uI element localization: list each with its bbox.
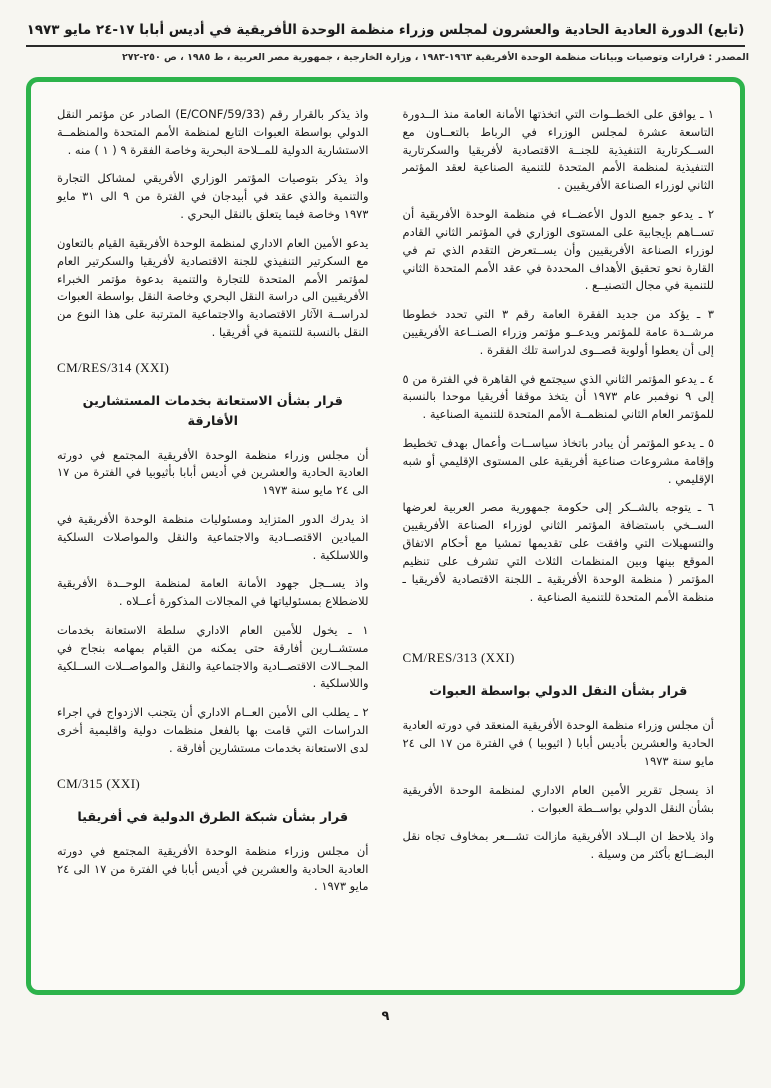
res313-preamble-1: أن مجلس وزراء منظمة الوحدة الأفريقية المنعقد في دورته العادية الحادية والعشرين بأديس أبابا ( اثيوبيا ) في الفترة من ١٧ الى ٢٤ مايو سنة ١٩٧٣ bbox=[402, 718, 714, 768]
resolution-code-313: CM/RES/313 (XXI) bbox=[402, 650, 515, 666]
operative-paragraph-5: ٥ ـ يدعو المؤتمر أن يبادر باتخاذ سياســات وأعمال بهدف تخطيط وإقامة مشروعات صناعية أفريقية على المستوى الإقليمي أو شبه الإقليمي . bbox=[402, 436, 714, 486]
two-column-layout bbox=[57, 106, 714, 907]
resolution-code-314: CM/RES/314 (XXI) bbox=[57, 359, 170, 375]
res313-preamble-2: اذ يسجل تقرير الأمين العام الاداري لمنظمة الوحدة الأفريقية بشأن النقل الدولي بواســطة العبوات . bbox=[402, 782, 714, 815]
source-line: المصدر : قرارات وتوصيات وبيانات منظمة الوحدة الأفريقية ١٩٦٣-١٩٨٣ ، وزارة الخارجية ، جمهورية مصر العربية ، ط ١٩٨٥ ، ص ٢٥٠-٢٧٢ bbox=[121, 52, 749, 63]
res314-operative-2: ٢ ـ يطلب الى الأمين العــام الاداري أن يتجنب الازدواج في اجراء الدراسات التي قامت بها بالفعل منظمات دولية واقليمية أخرى لدى الاستعانة بخدمات مستشارين أفارقة . bbox=[57, 705, 369, 755]
res313-operative: يدعو الأمين العام الاداري لمنظمة الوحدة الأفريقية القيام بالتعاون مع السكرتير التنفيذي للجنة الاقتصادية لأفريقيا والسكرتير العام لمؤتمر الأمم المتحدة للتجارة والتنمية بدعوة مؤتمر الخبراء الأفريقيين الى دراسة النقل البحري وخاصة النقل بواسطة العبوات لدراســة الآثار الاقتصادية والاجتماعية المترتبة على هذا النوع من النقل بالنسبة للتنمية في أفريقيا . bbox=[57, 235, 369, 339]
operative-paragraph-1: ١ ـ يوافق على الخطــوات التي اتخذتها الأمانة العامة منذ الــدورة التاسعة عشرة لمجلس الوزراء في الرباط بالتعــاون مع الســكرتارية التنفيذية للجنــة الاقتصادية لأفريقيا والسكرتارية التنفيذية لمنظمة الأمم المتحدة للتنمية الصناعية لعقد المؤتمر الثاني لوزراء الصناعة الأفريقيين . bbox=[402, 107, 714, 193]
res315-preamble-1: أن مجلس وزراء منظمة الوحدة الأفريقية المجتمع في دورته العادية الحادية والعشرين في أديس أبابا في الفترة من ١٧ الى ٢٤ مايو ١٩٧٣ . bbox=[57, 843, 369, 894]
resolution-title-313: قرار بشأن النقل الدولي بواسطة العبوات bbox=[429, 684, 688, 700]
res313-recital-2: واذ يذكر بتوصيات المؤتمر الوزاري الأفريقي لمشاكل التجارة والتنمية والذي عقد في أبيدجان في الفترة من ٩ الى ٣١ مايو ١٩٧٣ وخاصة فيما يتعلق بالنقل البحري . bbox=[57, 171, 369, 222]
resolution-title-314: قرار بشأن الاستعانة بخدمات المستشارين الأفارقة bbox=[82, 393, 343, 429]
operative-paragraph-4: ٤ ـ يدعو المؤتمر الثاني الذي سيجتمع في القاهرة في الفترة من ٥ إلى ٩ نوفمبر عام ١٩٧٣ أن يتخذ موقفا أفريقيا موحدا بالنسبة للمؤتمر العام الثاني لمنظمــة الأمم المتحدة للتنمية الصناعية . bbox=[402, 371, 714, 422]
left-column bbox=[57, 106, 369, 907]
resolution-title-315: قرار بشأن شبكة الطرق الدولية في أفريقيا bbox=[77, 809, 349, 825]
operative-paragraph-3: ٣ ـ يؤكد من جديد الفقرة العامة رقم ٣ التي تحدد خطوطا مرشــدة عامة للمؤتمر ويدعــو مؤتمر وزراء الصنــاعة الأفريقيين إلى أن يعطوا أولوية قصــوى لدراسة تلك الفقرة . bbox=[402, 307, 714, 357]
res314-preamble-2: اذ يدرك الدور المتزايد ومسئوليات منظمة الوحدة الأفريقية في الميادين الاقتصــادية والاجتماعية والنقل والمواصلات السلكية واللاسلكية . bbox=[57, 511, 369, 562]
page-header bbox=[0, 22, 771, 63]
header-divider bbox=[26, 45, 745, 47]
green-frame bbox=[26, 77, 745, 995]
res314-operative-1: ١ ـ يخول للأمين العام الاداري سلطة الاستعانة بخدمات مستشــارين أفارقة حتى يمكنه من القيام بمهامه بنجاح في المجــالات الاقتصــادية والاجتماعية والنقل والمواصــلات الســلكية واللاسلكية . bbox=[57, 623, 369, 691]
res314-preamble-3: واذ يســجل جهود الأمانة العامة لمنظمة الوحــدة الأفريقية للاضطلاع بمسئولياتها في المجالات المذكورة أعــلاه . bbox=[57, 576, 369, 609]
operative-paragraph-6: ٦ ـ يتوجه بالشــكر إلى حكومة جمهورية مصر العربية لعرضها الســخي باستضافة المؤتمر الثاني لوزراء الصناعة الأفريقيين والتسهيلات التي وافقت على تقديمها تمشيا مع أحكام الاتفاق الموقع بينها وبين المنظمات الثلاث التي تشرف على تنظيم المؤتمر ( منظمة الوحدة الأفريقية ـ اللجنة الاقتصادية لأفريقيا ـ منظمة الأمم المتحدة للتنمية الصناعية . bbox=[402, 500, 714, 604]
resolution-code-315: CM/315 (XXI) bbox=[57, 775, 141, 791]
res313-recital-1: واذ يذكر بالقرار رقم (E/CONF/59/33) الصادر عن مؤتمر النقل الدولي بواسطة العبوات التابع لمنظمة الأمم المتحدة والمنظمــة الاستشارية الدولية للمــلاحة البحرية وخاصة الفقرة ٩ ( ١ ) منه . bbox=[57, 107, 369, 157]
right-column bbox=[403, 106, 715, 875]
res313-preamble-3: واذ يلاحظ ان البــلاد الأفريقية مازالت تشـــعر بمخاوف تجاه نقل البضــائع بأكثر من وسيلة . bbox=[402, 829, 714, 862]
res314-preamble-1: أن مجلس وزراء منظمة الوحدة الأفريقية المجتمع في دورته العادية الحادية والعشرين في أديس أبابا بأثيوبيا في الفترة من ١٧ الى ٢٤ مايو سنة ١٩٧٣ bbox=[57, 447, 369, 498]
page-number: ٩ bbox=[381, 1009, 390, 1024]
operative-paragraph-2: ٢ ـ يدعو جميع الدول الأعضــاء في منظمة الوحدة الأفريقية أن تســاهم بإيجابية على المستوى الوزاري في المؤتمر الثاني القادم لوزراء الصناعة الأفريقيين وأن يســتعرض التقدم الذي تم في القارة نحو تحقيق الأهداف المحددة في عقد الأمم المتحدة الثاني للتنمية في مجال التصنيــع . bbox=[402, 207, 714, 293]
session-title: (تابع) الدورة العادية الحادية والعشرون لمجلس وزراء منظمة الوحدة الأفريقية في أديس أبابا ١٧-٢٤ مايو ١٩٧٣ bbox=[26, 22, 745, 38]
